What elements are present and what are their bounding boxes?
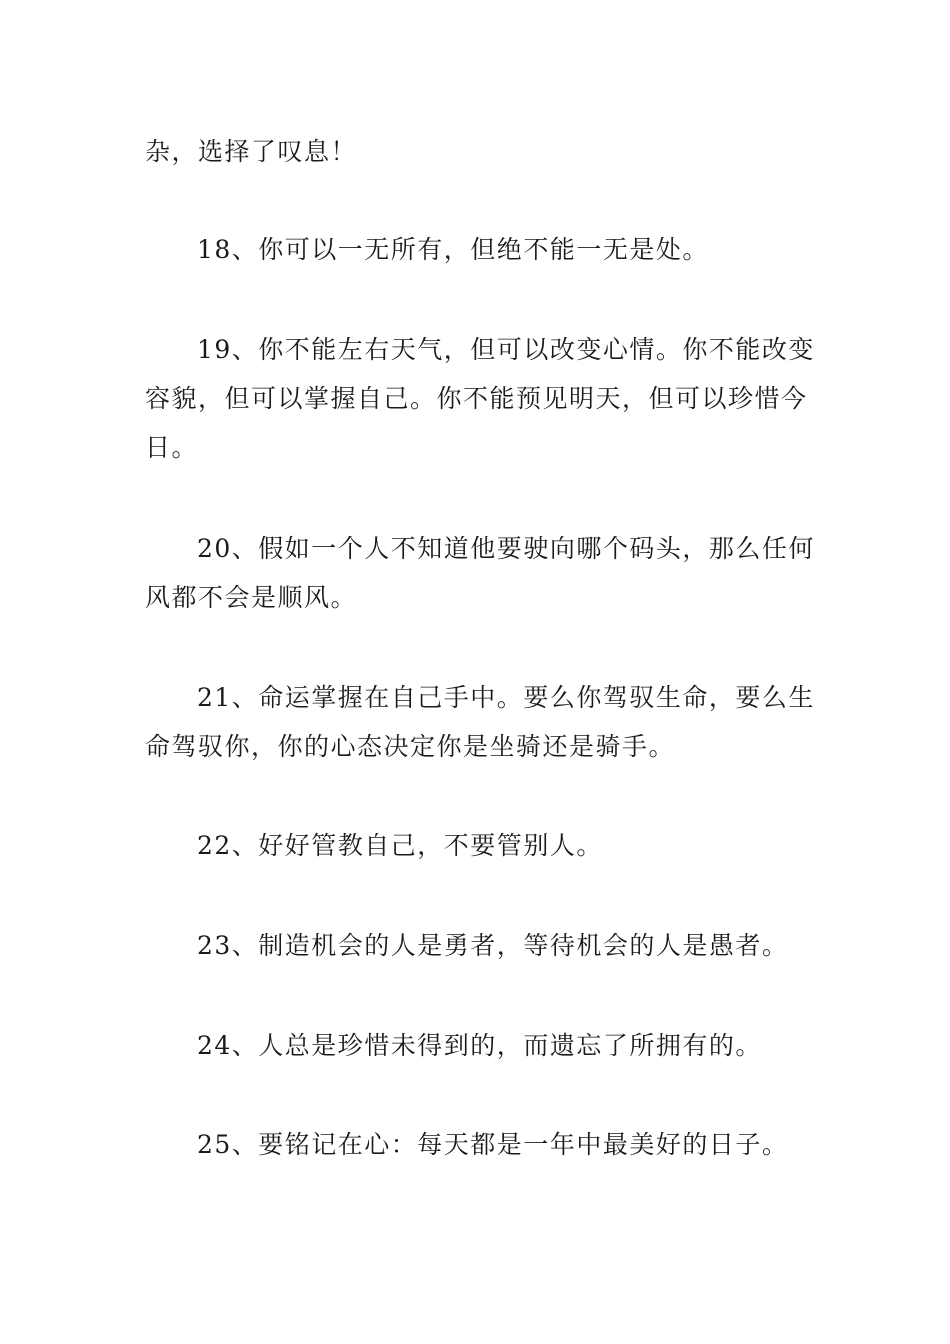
paragraph-line: 命驾驭你，你的心态决定你是坐骑还是骑手。: [145, 732, 676, 761]
paragraph-19: [145, 325, 815, 472]
paragraph-line: 24、人总是珍惜未得到的，而遗忘了所拥有的。: [197, 1031, 762, 1060]
paragraph-18: [145, 225, 810, 274]
paragraph-25: [145, 1120, 810, 1169]
paragraph-line: 19、你不能左右天气，但可以改变心情。你不能改变: [197, 335, 815, 364]
paragraph-line: 容貌，但可以掌握自己。你不能预见明天，但可以珍惜今: [145, 384, 808, 413]
paragraph-23: [145, 921, 810, 970]
paragraph-17-continuation: [145, 127, 810, 176]
paragraph-line: 22、好好管教自己，不要管别人。: [197, 831, 603, 860]
paragraph-line: 25、要铭记在心：每天都是一年中最美好的日子。: [197, 1130, 789, 1159]
paragraph-line: 18、你可以一无所有，但绝不能一无是处。: [197, 235, 709, 264]
paragraph-line: 杂，选择了叹息！: [145, 137, 358, 166]
paragraph-24: [145, 1021, 810, 1070]
paragraph-line: 风都不会是顺风。: [145, 583, 358, 612]
paragraph-21: [145, 673, 815, 771]
paragraph-line: 日。: [145, 433, 199, 462]
paragraph-20: [145, 524, 815, 622]
paragraph-line: 21、命运掌握在自己手中。要么你驾驭生命，要么生: [197, 683, 815, 712]
paragraph-22: [145, 821, 810, 870]
paragraph-line: 20、假如一个人不知道他要驶向哪个码头，那么任何: [197, 534, 815, 563]
paragraph-line: 23、制造机会的人是勇者，等待机会的人是愚者。: [197, 931, 789, 960]
